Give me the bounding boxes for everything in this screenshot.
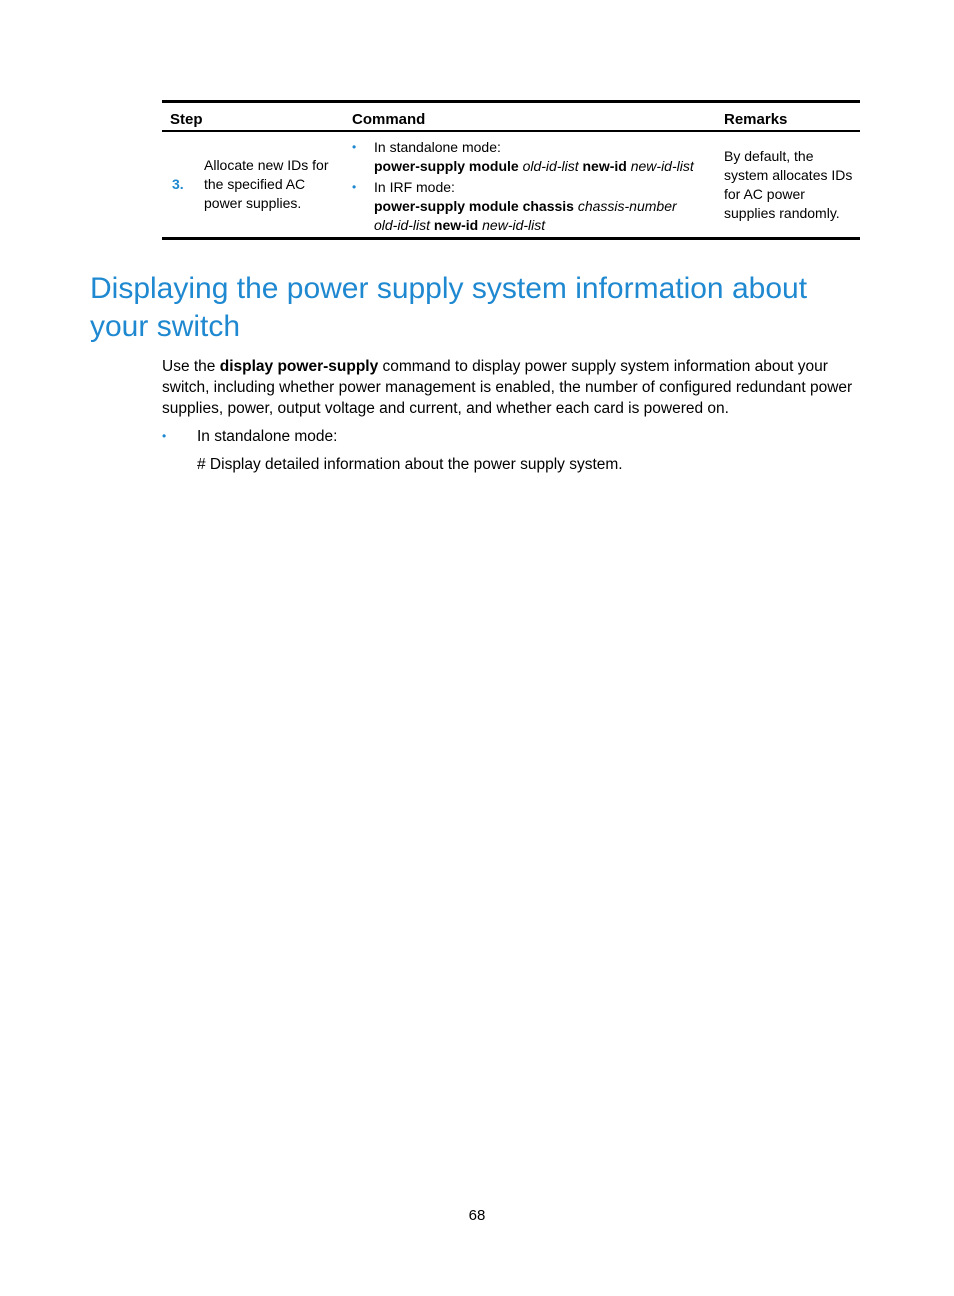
header-step: Step — [170, 111, 203, 128]
intro-paragraph: Use the display power-supply command to display power supply system information about your switch, including whether power management is enabled, the number of configured redundant power supplies, power, output voltage and current, and whether each card is powered on. — [162, 358, 853, 417]
table-header-row — [162, 103, 860, 130]
header-command: Command — [352, 111, 426, 128]
command-keyword: new-id — [582, 158, 627, 174]
command-mode-label: In standalone mode: — [374, 139, 501, 155]
command-syntax — [374, 157, 716, 176]
command-list-item — [352, 178, 716, 235]
command-argument: new-id-list — [630, 158, 694, 174]
table-row — [162, 132, 860, 237]
bullet-icon: • — [352, 180, 357, 194]
mode-list — [162, 426, 872, 447]
command-list-item — [352, 138, 716, 176]
remarks-cell — [716, 132, 860, 237]
command-table — [162, 100, 860, 240]
step-number: 3. — [172, 176, 184, 192]
command-argument: chassis-number — [577, 198, 677, 214]
example-description: # Display detailed information about the power supply system. — [197, 456, 623, 473]
bullet-icon: • — [162, 429, 167, 443]
list-item — [162, 426, 872, 447]
command-keyword: power-supply module — [374, 158, 519, 174]
command-argument: new-id-list — [482, 217, 546, 233]
bullet-icon: • — [352, 140, 357, 154]
command-syntax — [374, 197, 716, 235]
list-item-text: In standalone mode: — [197, 428, 338, 445]
command-argument: old-id-list — [522, 158, 579, 174]
remarks-text: By default, the system allocates IDs for AC power supplies randomly. — [724, 147, 853, 221]
command-keyword: power-supply module chassis — [374, 198, 574, 214]
command-name: display power-supply — [219, 358, 379, 375]
step-text: Allocate new IDs for the specified AC power supplies. — [204, 157, 329, 211]
command-argument: old-id-list — [374, 217, 431, 233]
command-cell — [352, 132, 716, 237]
command-mode-label: In IRF mode: — [374, 179, 455, 195]
section-heading: Displaying the power supply system information about your switch — [90, 272, 808, 343]
step-cell — [162, 132, 352, 237]
command-keyword: new-id — [433, 217, 479, 233]
page-number: 68 — [468, 1207, 486, 1224]
header-remarks: Remarks — [724, 111, 788, 128]
table-bottom-rule — [162, 237, 860, 240]
